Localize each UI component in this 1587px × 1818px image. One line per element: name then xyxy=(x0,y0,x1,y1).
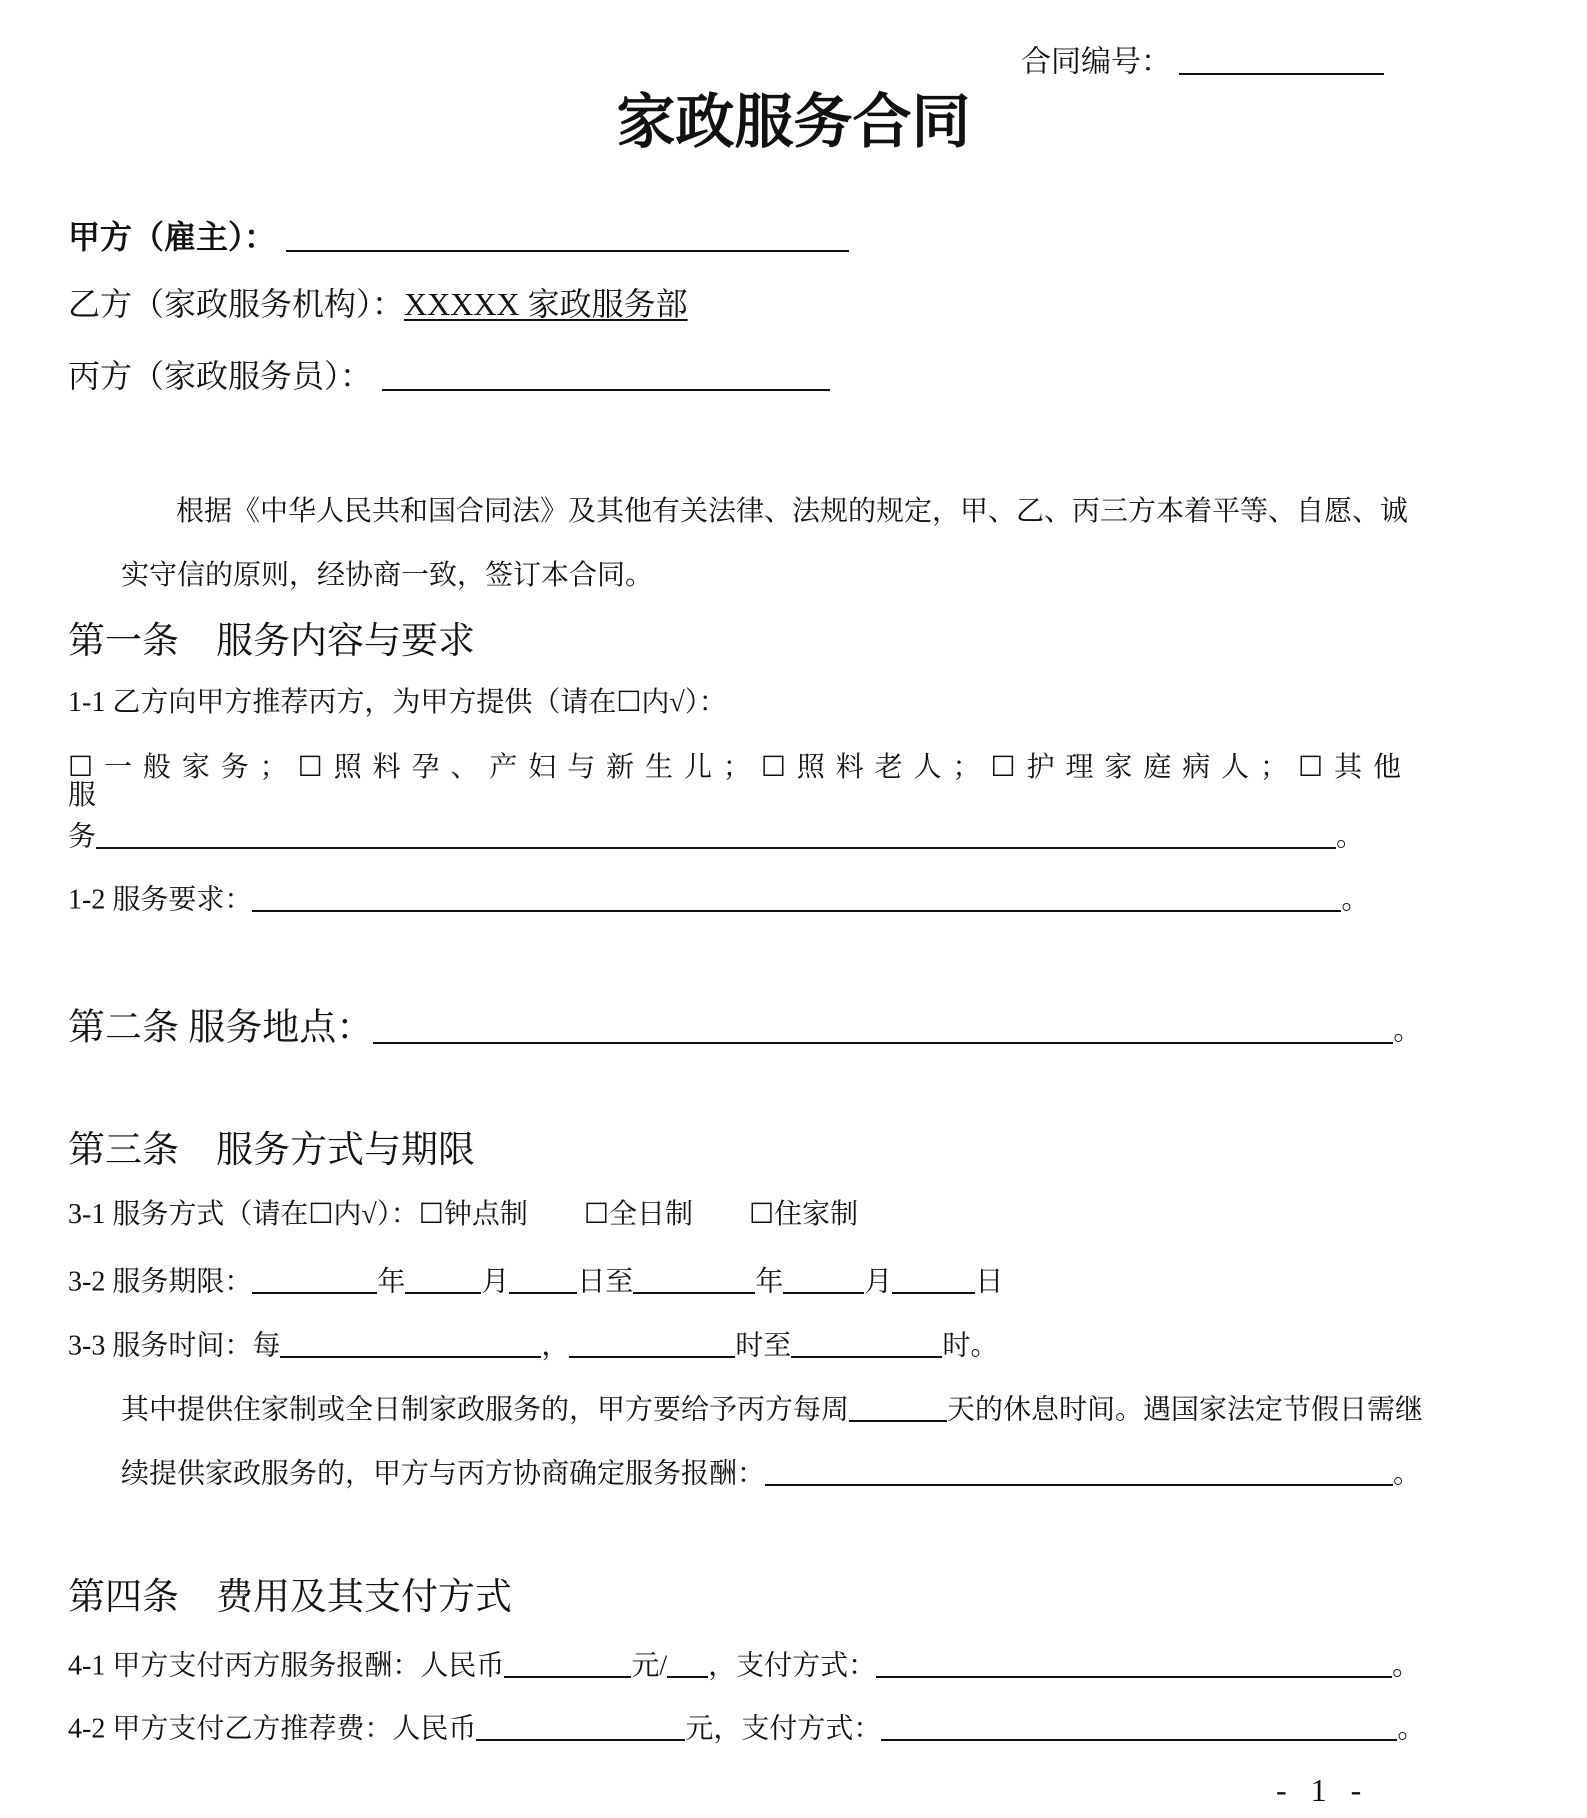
other-service-blank[interactable] xyxy=(96,819,1336,849)
period: 。 xyxy=(1336,821,1365,853)
start-hour-blank[interactable] xyxy=(569,1328,735,1358)
article-1-title: 第一条 服务内容与要求 xyxy=(68,621,475,662)
clause-3-1[interactable]: 3-1 服务方式（请在☐内√）：☐钟点制 ☐全日制 ☐住家制 xyxy=(68,1199,859,1230)
period: 。 xyxy=(1397,1713,1426,1745)
referral-fee-blank[interactable] xyxy=(476,1711,685,1741)
hour-to-label: 时至 xyxy=(735,1330,792,1362)
period: 。 xyxy=(1393,1015,1422,1047)
period: 。 xyxy=(1393,1458,1422,1490)
rest-days-paragraph xyxy=(121,1392,1423,1425)
start-year-blank[interactable] xyxy=(252,1264,377,1294)
holiday-pay-blank[interactable] xyxy=(765,1456,1393,1486)
clause-3-2 xyxy=(68,1264,1003,1297)
clause-4-2-label: 4-2 甲方支付乙方推荐费：人民币 xyxy=(68,1713,477,1745)
comma: ， xyxy=(541,1330,570,1362)
party-a-blank[interactable] xyxy=(286,218,849,252)
service-days-blank[interactable] xyxy=(280,1328,541,1358)
hour-end-label: 时。 xyxy=(942,1330,999,1362)
rest-days-text: 其中提供住家制或全日制家政服务的，甲方要给予丙方每周 xyxy=(121,1394,850,1426)
page-number: - 1 - xyxy=(1276,1772,1370,1808)
period: 。 xyxy=(1392,1650,1421,1682)
holiday-paragraph xyxy=(121,1456,1421,1489)
contract-number-label: 合同编号： xyxy=(1021,45,1171,79)
party-b xyxy=(68,288,688,320)
day-to-label: 日至 xyxy=(577,1266,634,1298)
party-b-label: 乙方（家政服务机构）： xyxy=(68,286,405,322)
start-month-blank[interactable] xyxy=(405,1264,481,1294)
day-label: 日 xyxy=(975,1266,1004,1298)
end-month-blank[interactable] xyxy=(783,1264,864,1294)
rest-days-blank[interactable] xyxy=(849,1392,947,1422)
start-day-blank[interactable] xyxy=(509,1264,577,1294)
page-title: 家政服务合同 xyxy=(616,89,971,155)
party-a xyxy=(68,218,849,256)
month-label: 月 xyxy=(864,1266,893,1298)
contract-number xyxy=(1021,43,1384,77)
contract-number-blank[interactable] xyxy=(1179,43,1384,75)
year-label: 年 xyxy=(377,1266,406,1298)
article-2 xyxy=(68,1005,1421,1047)
month-label: 月 xyxy=(481,1266,510,1298)
unit-label: 元/ xyxy=(631,1650,668,1682)
service-location-blank[interactable] xyxy=(373,1005,1393,1044)
clause-3-2-label: 3-2 服务期限： xyxy=(68,1266,253,1298)
clause-1-2-label: 1-2 服务要求： xyxy=(68,884,253,916)
service-requirements-blank[interactable] xyxy=(252,882,1341,912)
service-fee-blank[interactable] xyxy=(504,1648,631,1678)
clause-3-3-label: 3-3 服务时间：每 xyxy=(68,1330,281,1362)
holiday-text: 续提供家政服务的，甲方与丙方协商确定服务报酬： xyxy=(121,1458,766,1490)
end-hour-blank[interactable] xyxy=(791,1328,942,1358)
clause-3-3 xyxy=(68,1328,998,1361)
payment-method-label: ，支付方式： xyxy=(708,1650,877,1682)
other-service-label: 务 xyxy=(68,821,97,853)
other-service xyxy=(68,819,1364,852)
intro-line-2: 实守信的原则，经协商一致，签订本合同。 xyxy=(121,560,654,591)
end-day-blank[interactable] xyxy=(892,1264,975,1294)
clause-4-2 xyxy=(68,1711,1425,1744)
referral-payment-method-blank[interactable] xyxy=(881,1711,1397,1741)
clause-1-2 xyxy=(68,882,1369,915)
intro-line-1: 根据《中华人民共和国合同法》及其他有关法律、法规的规定，甲、乙、丙三方本着平等、自愿、诚 xyxy=(176,496,1409,527)
end-year-blank[interactable] xyxy=(633,1264,755,1294)
clause-1-1: 1-1 乙方向甲方推荐丙方，为甲方提供（请在☐内√）： xyxy=(68,687,727,718)
party-c-blank[interactable] xyxy=(382,357,830,391)
article-3-title: 第三条 服务方式与期限 xyxy=(68,1130,475,1171)
rest-days-text-2: 天的休息时间。遇国家法定节假日需继 xyxy=(947,1394,1424,1426)
payment-method-blank[interactable] xyxy=(876,1648,1392,1678)
party-c-label: 丙方（家政服务员）： xyxy=(68,358,373,395)
year-label: 年 xyxy=(755,1266,784,1298)
article-4-title: 第四条 费用及其支付方式 xyxy=(68,1577,512,1618)
service-options[interactable]: ☐一般家务；☐照料孕、产妇与新生儿；☐照料老人；☐护理家庭病人；☐其他服 xyxy=(68,752,1411,811)
period: 。 xyxy=(1341,884,1370,916)
clause-4-1-label: 4-1 甲方支付丙方服务报酬：人民币 xyxy=(68,1650,505,1682)
payment-method-label: 元，支付方式： xyxy=(685,1713,882,1745)
article-2-title: 第二条 服务地点： xyxy=(68,1007,374,1049)
party-b-value: XXXXX 家政服务部 xyxy=(404,286,688,322)
party-c xyxy=(68,357,830,395)
fee-period-blank[interactable] xyxy=(667,1648,708,1678)
clause-4-1 xyxy=(68,1648,1420,1681)
party-a-label: 甲方（雇主）： xyxy=(68,219,277,256)
